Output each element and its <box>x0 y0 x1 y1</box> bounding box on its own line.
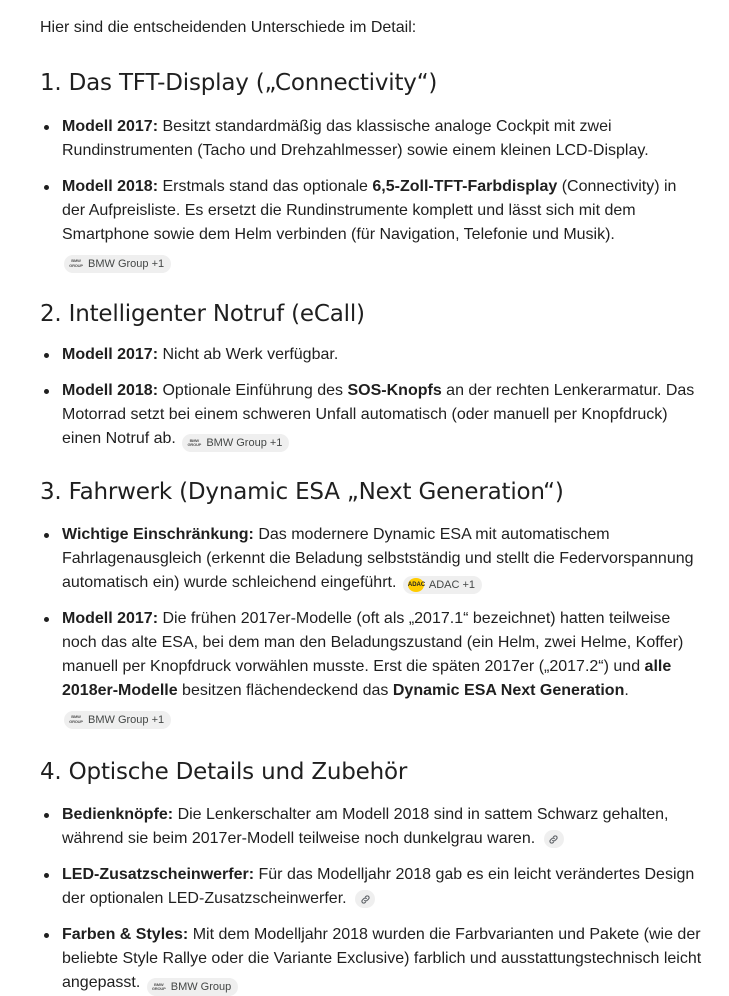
bmw-group-logo-icon: BMW GROUP <box>151 981 166 991</box>
list-item: Bedienknöpfe: Die Lenkerschalter am Modell 2018 sind in sattem Schwarz gehalten, während sie beim 2017er-Modell teilweise noch dunkelgrau waren. <box>40 803 702 851</box>
list-item: Modell 2017: Nicht ab Werk verfügbar. <box>40 343 702 367</box>
list-item: Farben & Styles: Mit dem Modelljahr 2018 wurden die Farbvarianten und Pakete (wie der beliebte Style Rallye oder die Variante Exclusive) farblich und ausstattungstechnisch leicht angepasst. BMW GROUP BMW Group <box>40 923 702 996</box>
link-icon[interactable] <box>544 830 564 848</box>
bmw-group-logo-icon: BMW GROUP <box>187 437 202 447</box>
adac-logo-icon: ADAC <box>408 578 424 592</box>
list-item: Wichtige Einschränkung: Das modernere Dynamic ESA mit automatischem Fahrlagenausgleich (erkennt die Beladung selbstständig und stellt die Federvorspannung automatisch ein) wurde schleichend eingeführt. ADAC ADAC +1 <box>40 523 702 595</box>
list-item: Modell 2018: Erstmals stand das optionale 6,5-Zoll-TFT-Farbdisplay (Connectivity) in der Aufpreisliste. Es ersetzt die Rundinstrumente komplett und lässt sich mit dem Smartphone sowie dem Helm verbinden (für Navigation, Telefonie und Musik). BMW GROUP BMW Group +1 <box>40 175 702 273</box>
list-item: Modell 2017: Die frühen 2017er-Modelle (oft als „2017.1“ bezeichnet) hatten teilweise noch das alte ESA, bei dem man den Beladungszustand (ein Helm, zwei Helme, Koffer) manuell per Knopfdruck vorwählen musste. Erst die späten 2017er („2017.2“) und alle 2018er-Modelle besitzen flächendeckend das Dynamic ESA Next Generation. BMW GROUP BMW Group +1 <box>40 607 702 729</box>
section-3-title: 3. Fahrwerk (Dynamic ESA „Next Generation“) <box>40 479 564 505</box>
source-chip[interactable]: BMW GROUP BMW Group +1 <box>182 434 289 452</box>
list-item: LED-Zusatzscheinwerfer: Für das Modelljahr 2018 gab es ein leicht verändertes Design der optionalen LED-Zusatzscheinwerfer. <box>40 863 702 911</box>
link-icon[interactable] <box>355 890 375 908</box>
bmw-group-logo-icon: BMW GROUP <box>69 714 83 724</box>
source-chip[interactable]: ADAC ADAC +1 <box>403 576 482 594</box>
section-1-list <box>40 115 729 273</box>
list-item: Modell 2018: Optionale Einführung des SOS-Knopfs an der rechten Lenkerarmatur. Das Motorrad setzt bei einem schweren Unfall automatisch (oder manuell per Knopfdruck) einen Notruf ab. BMW GROUP BMW Group +1 <box>40 379 702 453</box>
source-chip[interactable]: BMW GROUP BMW Group <box>147 978 239 996</box>
section-4-list <box>40 803 729 996</box>
section-2-title: 2. Intelligenter Notruf (eCall) <box>40 300 365 327</box>
section-2-list <box>40 343 729 453</box>
source-chip[interactable]: BMW GROUP BMW Group +1 <box>64 711 171 729</box>
source-chip[interactable]: BMW GROUP BMW Group +1 <box>64 255 171 273</box>
section-3-list <box>40 523 729 729</box>
section-1-title: 1. Das TFT-Display („Connectivity“) <box>40 70 438 96</box>
bmw-group-logo-icon: BMW GROUP <box>69 258 83 268</box>
list-item: Modell 2017: Besitzt standardmäßig das klassische analoge Cockpit mit zwei Rundinstrumenten (Tacho und Drehzahlmesser) sowie einem kleinen LCD-Display. <box>40 115 702 163</box>
section-4-title: 4. Optische Details und Zubehör <box>40 758 408 785</box>
intro-text: Hier sind die entscheidenden Unterschiede im Detail: <box>40 19 417 36</box>
